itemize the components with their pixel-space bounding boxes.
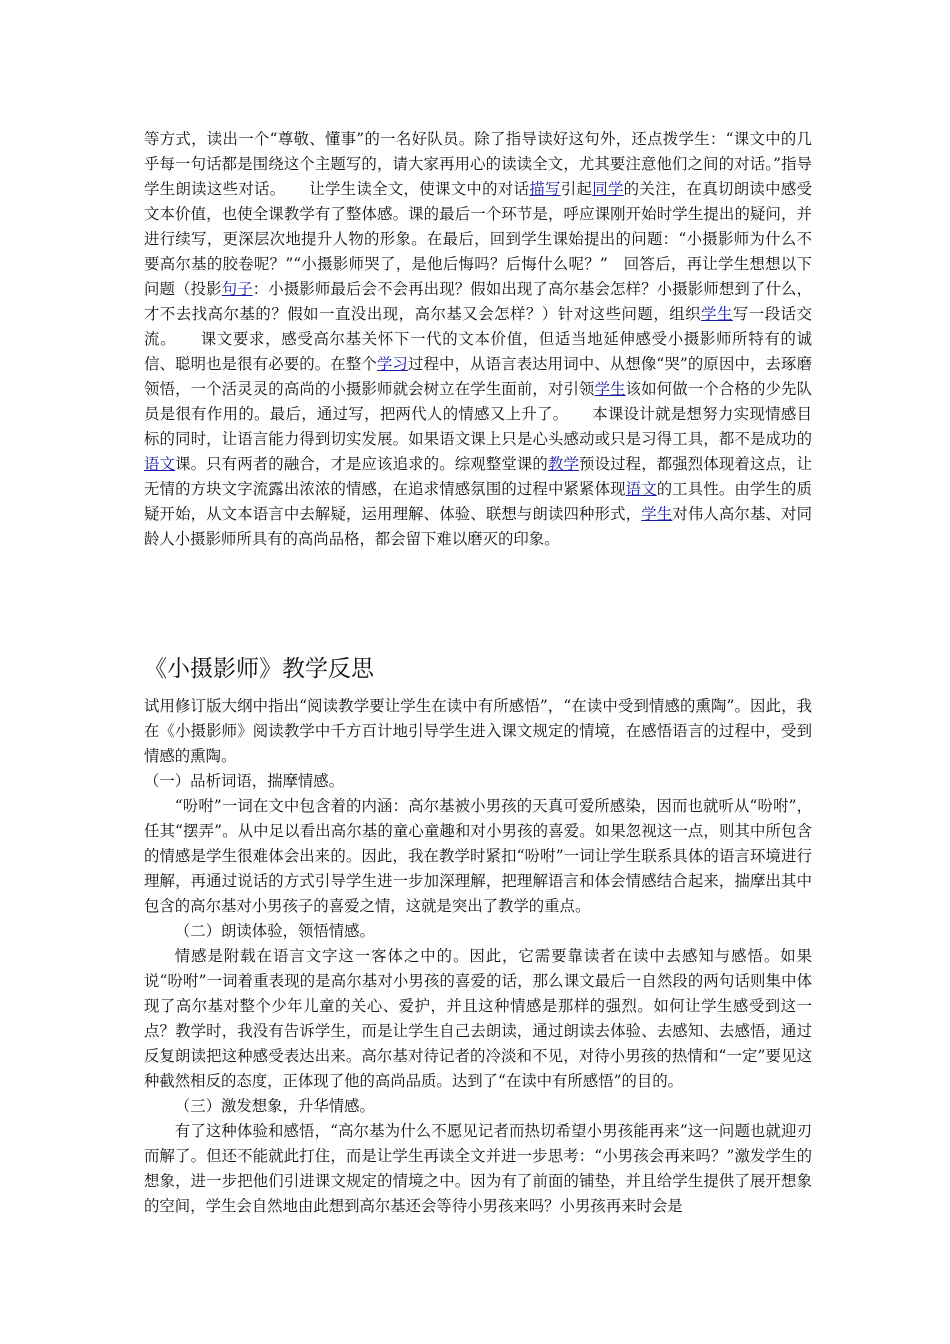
link-xuesheng-2[interactable]: 学生	[594, 380, 626, 398]
subheading-1: （一）品析词语，揣摩情感。	[144, 772, 345, 790]
previous-section-paragraph: 等方式，读出一个“尊敬、懂事”的一名好队员。除了指导读好这句外，还点拨学生：“课文中的几乎每一句话都是围绕这个主题写的，请大家再用心的读读全文，尤其要注意他们之间的对话。”指导学生朗读这些对话。 让学生读全文，使课文中的对话描写引起同学的关注，在真切朗读中感受文本价值，也使全课教学有了整体感。课的最后一个环节是，呼应课刚开始时学生提出的疑问，并进行续写，更深层次地提升人物的形象。在最后，回到学生课始提出的问题：“小摄影师为什么不要高尔基的胶卷呢？”“小摄影师哭了，是他后悔吗？后悔什么呢？” 回答后，再让学生想想以下问题（投影句子：小摄影师最后会不会再出现？假如出现了高尔基会怎样？小摄影师想到了什么，才不去找高尔基的？假如一直没出现，高尔基又会怎样？）针对这些问题，组织学生写一段话交流。 课文要求，感受高尔基关怀下一代的文本价值，但适当地延伸感受小摄影师所特有的诚信、聪明也是很有必要的。在整个学习过程中，从语言表达用词中、从想像“哭”的原因中，去琢磨领悟，一个活灵灵的高尚的小摄影师就会树立在学生面前，对引领学生该如何做一个合格的少先队员是很有作用的。最后，通过写，把两代人的情感又上升了。 本课设计就是想努力实现情感目标的同时，让语言能力得到切实发展。如果语文课上只是心头感动或只是习得工具，都不是成功的语文课。只有两者的融合，才是应该追求的。综观整堂课的教学预设过程，都强烈体现着这点，让无情的方块文字流露出浓浓的情感，在追求情感氛围的过程中紧紧体现语文的工具性。由学生的质疑开始，从文本语言中去解疑，运用理解、体验、联想与朗读四种形式，学生对伟人高尔基、对同龄人小摄影师所具有的高尚品格，都会留下难以磨灭的印象。	[144, 130, 812, 548]
link-xuesheng-3[interactable]: 学生	[641, 505, 673, 523]
link-miaoxie[interactable]: 描写	[529, 180, 561, 198]
reflection-section	[144, 654, 812, 1219]
reflection-intro: 试用修订版大纲中指出“阅读教学要让学生在读中有所感悟”，“在读中受到情感的熏陶”。因此，我在《小摄影师》阅读教学中千方百计地引导学生进入课文规定的情境，在感悟语言的过程中，受到情感的熏陶。	[144, 697, 812, 765]
previous-section-body	[144, 127, 812, 552]
subheading-2: （二）朗读体验，领悟情感。	[174, 922, 375, 940]
paragraph-1: “吩咐”一词在文中包含着的内涵：高尔基被小男孩的天真可爱所感染，因而也就听从“吩咐”，任其“摆弄”。从中足以看出高尔基的童心童趣和对小男孩的喜爱。如果忽视这一点，则其中所包含的情感是学生很难体会出来的。因此，我在教学时紧扣“吩咐”一词让学生联系具体的语言环境进行理解，再通过说话的方式引导学生进一步加深理解，把理解语言和体会情感结合起来，揣摩出其中包含的高尔基对小男孩子的喜爱之情，这就是突出了教学的重点。	[144, 797, 812, 915]
link-xuesheng-1[interactable]: 学生	[701, 305, 733, 323]
paragraph-3: 有了这种体验和感悟，“高尔基为什么不愿见记者而热切希望小男孩能再来”这一问题也就迎刃而解了。但还不能就此打住，而是让学生再读全文并进一步思考：“小男孩会再来吗？”激发学生的想象，进一步把他们引进课文规定的情境之中。因为有了前面的铺垫，并且给学生提供了展开想象的空间，学生会自然地由此想到高尔基还会等待小男孩来吗？小男孩再来时会是	[144, 1122, 812, 1215]
paragraph-2: 情感是附载在语言文字这一客体之中的。因此，它需要靠读者在读中去感知与感悟。如果说“吩咐”一词着重表现的是高尔基对小男孩的喜爱的话，那么课文最后一自然段的两句话则集中体现了高尔基对整个少年儿童的关心、爱护，并且这种情感是那样的强烈。如何让学生感受到这一点？教学时，我没有告诉学生，而是让学生自己去朗读，通过朗读去体验、去感知、去感悟，通过反复朗读把这种感受表达出来。高尔基对待记者的冷淡和不见，对待小男孩的热情和“一定”要见这种截然相反的态度，正体现了他的高尚品质。达到了“在读中有所感悟”的目的。	[144, 947, 812, 1090]
subheading-3: （三）激发想象，升华情感。	[174, 1097, 375, 1115]
reflection-title: 《小摄影师》教学反思	[144, 656, 374, 682]
link-juzi[interactable]: 句子	[221, 280, 253, 298]
link-xuexi[interactable]: 学习	[376, 355, 408, 373]
link-tongxue[interactable]: 同学	[592, 180, 624, 198]
link-jiaoxue[interactable]: 教学	[547, 455, 580, 473]
link-yuwen-1[interactable]: 语文	[144, 455, 176, 473]
link-yuwen-2[interactable]: 语文	[625, 480, 657, 498]
